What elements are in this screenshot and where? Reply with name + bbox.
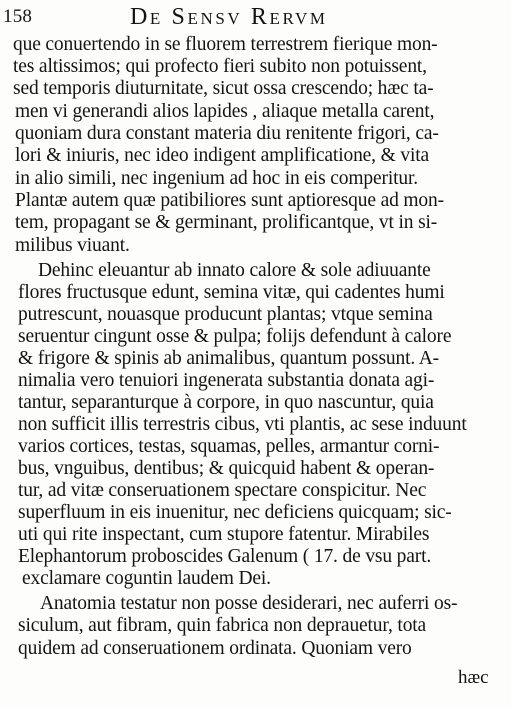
text-line: siculum, aut fibram, quin fabrica non deprauetur, tota <box>18 615 427 636</box>
text-line: Plantæ autem quæ patibiliores sunt aptioresque ad mon- <box>15 190 444 211</box>
text-line: varios cortices, testas, squamas, pelles, armantur corni- <box>18 436 440 457</box>
text-line: tes altissimos; qui profecto fieri subito non potuissent, <box>13 56 427 77</box>
text-line: bus, vnguibus, dentibus; & quicquid habent & operan- <box>18 458 435 479</box>
text-line: putrescunt, nouasque producunt plantas; vtque semina <box>18 304 433 325</box>
text-line: flores fructusque edunt, semina vitæ, qui cadentes humi <box>18 282 445 303</box>
text-line: nimalia vero tenuiori ingenerata substantia donata agi- <box>18 370 435 391</box>
catchword: hæc <box>458 667 489 688</box>
text-line: & frigore & spinis ab animalibus, quantum possunt. A- <box>18 348 440 369</box>
text-line: tem, propagant se & germinant, prolificantque, vt in si- <box>15 212 438 233</box>
running-title: De Sensv Rervm <box>130 4 328 30</box>
text-line: exclamare coguntin laudem Dei. <box>22 568 271 589</box>
text-line: tantur, separanturque à corpore, in quo nascuntur, quia <box>18 392 434 413</box>
text-line: superfluum in eis inuenitur, nec deficiens quicquam; sic- <box>18 502 452 523</box>
text-line: sed temporis diuturnitate, sicut ossa crescendo; hæc ta- <box>13 78 434 99</box>
page-header <box>0 4 511 32</box>
text-line: men vi generandi alios lapides , aliaque metalla carent, <box>15 101 435 122</box>
text-line: uti qui rite inspectant, cum stupore fatentur. Mirabiles <box>18 524 430 545</box>
text-line: non sufficit illis terrestris cibus, vti plantis, ac sese induunt <box>18 414 467 435</box>
text-line: quidem ad conseruationem ordinata. Quoniam vero <box>18 638 412 659</box>
text-line: tur, ad vitæ conseruationem spectare conspicitur. Nec <box>18 480 427 501</box>
text-line: quoniam dura constant materia diu renitente frigori, ca- <box>15 123 439 144</box>
text-line: in alio simili, nec ingenium ad hoc in eis comperitur. <box>15 168 418 189</box>
text-line: seruentur cingunt osse & pulpa; folijs defendunt à calore <box>18 326 452 347</box>
text-line: milibus viuant. <box>15 235 130 256</box>
text-line: lori & iniuris, nec ideo indigent amplificatione, & vita <box>15 145 430 166</box>
text-line: Elephantorum proboscides Galenum ( 17. de vsu part. <box>18 546 432 567</box>
text-line: Dehinc eleuantur ab innato calore & sole adiuuante <box>38 260 431 281</box>
text-line: que conuertendo in se fluorem terrestrem fierique mon- <box>13 34 438 55</box>
page-number: 158 <box>3 6 33 27</box>
text-line: Anatomia testatur non posse desiderari, nec auferri os- <box>40 593 458 614</box>
